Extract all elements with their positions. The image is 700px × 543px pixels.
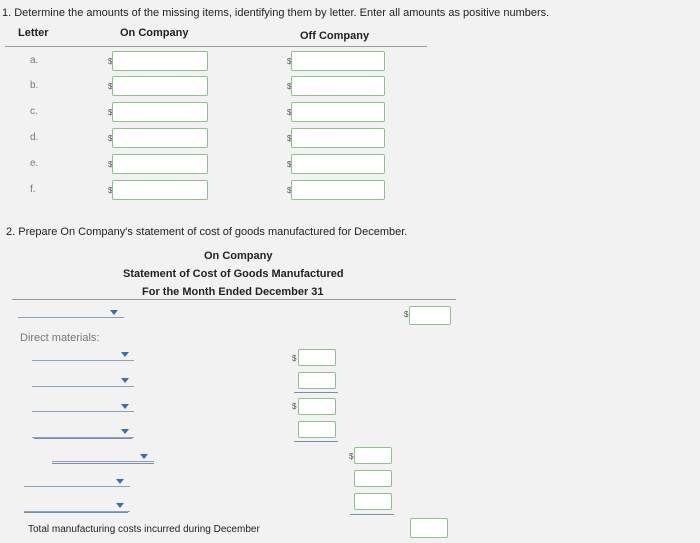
on-company-input[interactable] [112,102,208,122]
chevron-down-icon[interactable] [121,378,129,383]
line-dropdown-5[interactable] [52,450,154,462]
total-amount-2[interactable] [354,470,392,487]
dm-dropdown-1[interactable] [32,349,134,361]
dollar-sign: $ [287,160,292,169]
on-company-input[interactable] [112,128,208,148]
off-company-input[interactable] [291,102,385,122]
line-underline-2 [24,512,128,513]
statement-period: For the Month Ended December 31 [142,286,324,298]
chevron-down-icon[interactable] [121,352,129,357]
statement-divider [12,299,456,300]
dollar-sign: $ [404,310,409,319]
off-company-input[interactable] [291,154,385,174]
dollar-sign: $ [287,57,292,66]
off-company-input[interactable] [291,76,385,96]
dollar-sign: $ [287,82,292,91]
dm-total-line [294,441,338,442]
dollar-sign: $ [108,82,113,91]
on-company-input[interactable] [112,76,208,96]
line-dropdown-6[interactable] [24,475,130,487]
on-company-input[interactable] [112,180,208,200]
dollar-sign: $ [349,452,354,461]
statement-title: Statement of Cost of Goods Manufactured [123,268,344,280]
dm-dropdown-4[interactable] [32,426,134,438]
header-on-company: On Company [120,27,189,39]
line-underline [52,463,154,464]
dollar-sign: $ [287,108,292,117]
chevron-down-icon[interactable] [116,479,124,484]
total-line [350,514,394,515]
dollar-sign: $ [108,108,113,117]
on-company-input[interactable] [112,51,208,71]
total-manufacturing-label: Total manufacturing costs incurred during December [28,524,260,535]
chevron-down-icon[interactable] [140,454,148,459]
chevron-down-icon[interactable] [116,503,124,508]
header-divider [5,46,427,47]
line-item-dropdown[interactable] [18,306,124,318]
header-off-company: Off Company [300,30,370,42]
total-amount-3[interactable] [354,493,392,510]
row-letter: a. [30,55,39,66]
part1-instruction: 1. Determine the amounts of the missing items, identifying them by letter. Enter all amounts as positive numbers. [2,7,550,19]
row-letter: f. [30,184,36,195]
header-letter: Letter [18,27,49,39]
chevron-down-icon[interactable] [110,310,118,315]
dollar-sign: $ [108,134,113,143]
off-company-input[interactable] [291,180,385,200]
dm-subtotal-line [294,392,338,393]
line-dropdown-7[interactable] [24,500,130,512]
row-letter: c. [30,106,38,117]
dollar-sign: $ [287,186,292,195]
amount-input-total-1[interactable] [409,306,451,325]
dm-amount-4[interactable] [298,421,336,438]
dm-amount-2[interactable] [298,372,336,389]
dm-dropdown-3[interactable] [32,400,134,412]
row-letter: e. [30,158,39,169]
total-amount-1[interactable] [354,447,392,464]
off-company-input[interactable] [291,51,385,71]
row-letter: b. [30,80,39,91]
dollar-sign: $ [292,354,297,363]
dollar-sign: $ [287,134,292,143]
row-letter: d. [30,132,39,143]
on-company-input[interactable] [112,154,208,174]
chevron-down-icon[interactable] [121,429,129,434]
company-name: On Company [204,250,273,262]
part2-instruction: 2. Prepare On Company's statement of cost of goods manufactured for December. [6,226,408,238]
dm-amount-1[interactable] [298,349,336,366]
dm-underline [34,438,132,439]
dollar-sign: $ [108,160,113,169]
dm-dropdown-2[interactable] [32,375,134,387]
dollar-sign: $ [292,402,297,411]
dollar-sign: $ [108,57,113,66]
chevron-down-icon[interactable] [121,404,129,409]
off-company-input[interactable] [291,128,385,148]
direct-materials-label: Direct materials: [20,332,100,344]
total-manufacturing-input[interactable] [410,518,448,538]
dollar-sign: $ [108,186,113,195]
dm-amount-3[interactable] [298,398,336,415]
